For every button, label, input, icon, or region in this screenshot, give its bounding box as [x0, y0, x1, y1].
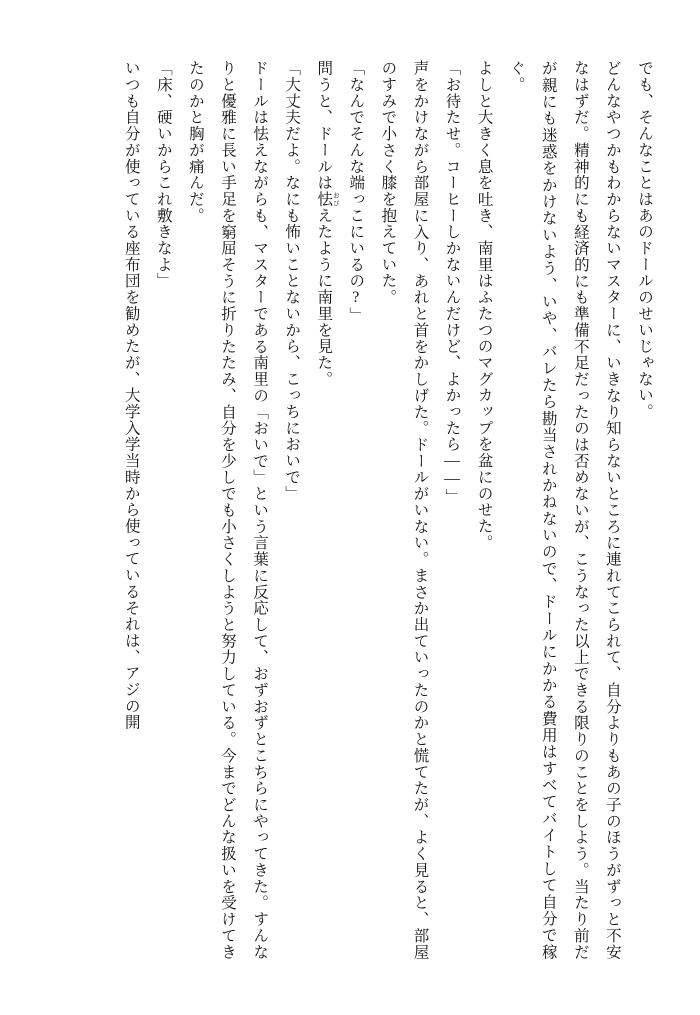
paragraph: よしと大きく息を吐き、南里はふたつのマグカップを盆にのせた。 [475, 60, 493, 551]
paragraph: いつも自分が使っている座布団を勧めたが、大学入学当時から使っているそれは、アジの開 [122, 60, 140, 731]
paragraph: 「なんでそんな端っこにいるの?」 [347, 60, 365, 324]
ruby-annotation [315, 190, 339, 208]
ruby-reading: おび [331, 190, 339, 208]
vertical-text-body [45, 60, 660, 960]
paragraph-with-ruby [307, 60, 339, 960]
paragraph: 「床、硬いからこれ敷きなよ」 [154, 60, 172, 289]
paragraph: でも、そんなことはあのドールのせいじゃない。 [636, 60, 653, 420]
ruby-base: 怯 [315, 190, 333, 208]
paragraph-text-post: えたように南里を見た。 [315, 207, 333, 388]
paragraph: 「大丈夫だよ。なにも怖いことないから、こっちにおいで」 [283, 60, 301, 502]
paragraph: 「お待たせ。コーヒーしかないんだけど、よかったら――」 [443, 60, 461, 505]
paragraph: どんなやつかもわからないマスターに、いきなり知らないところに連れてこられて、自分よりもあの子のほうがずっと不安なはずだ。精神的にも経済的にも準備不足だったのは否めないが、こうなった以上できる限りのことをしよう。当たり前だが親にも迷惑をかけないよう、いや、バレたら勘当されかねないので、ドールにかかる費用はすべてバイトして自分で稼ぐ。 [507, 60, 621, 960]
paragraph: ドールは怯えながらも、マスターである南里の「おいで」という言葉に反応して、おずおずとこちらにやってきた。すんなりと優雅に長い手足を窮屈そうに折りたたみ、自分を少しでも小さくしようと努力している。今までどんな扱いを受けてきたのかと胸が痛んだ。 [186, 60, 269, 960]
paragraph-text-pre: 問うと、ドールは [315, 60, 333, 191]
paragraph: 声をかけながら部屋に入り、あれと首をかしげた。ドールがいない。まさか出ていったのかと慌てたが、よく見ると、部屋のすみで小さく膝を抱えていた。 [379, 60, 429, 960]
